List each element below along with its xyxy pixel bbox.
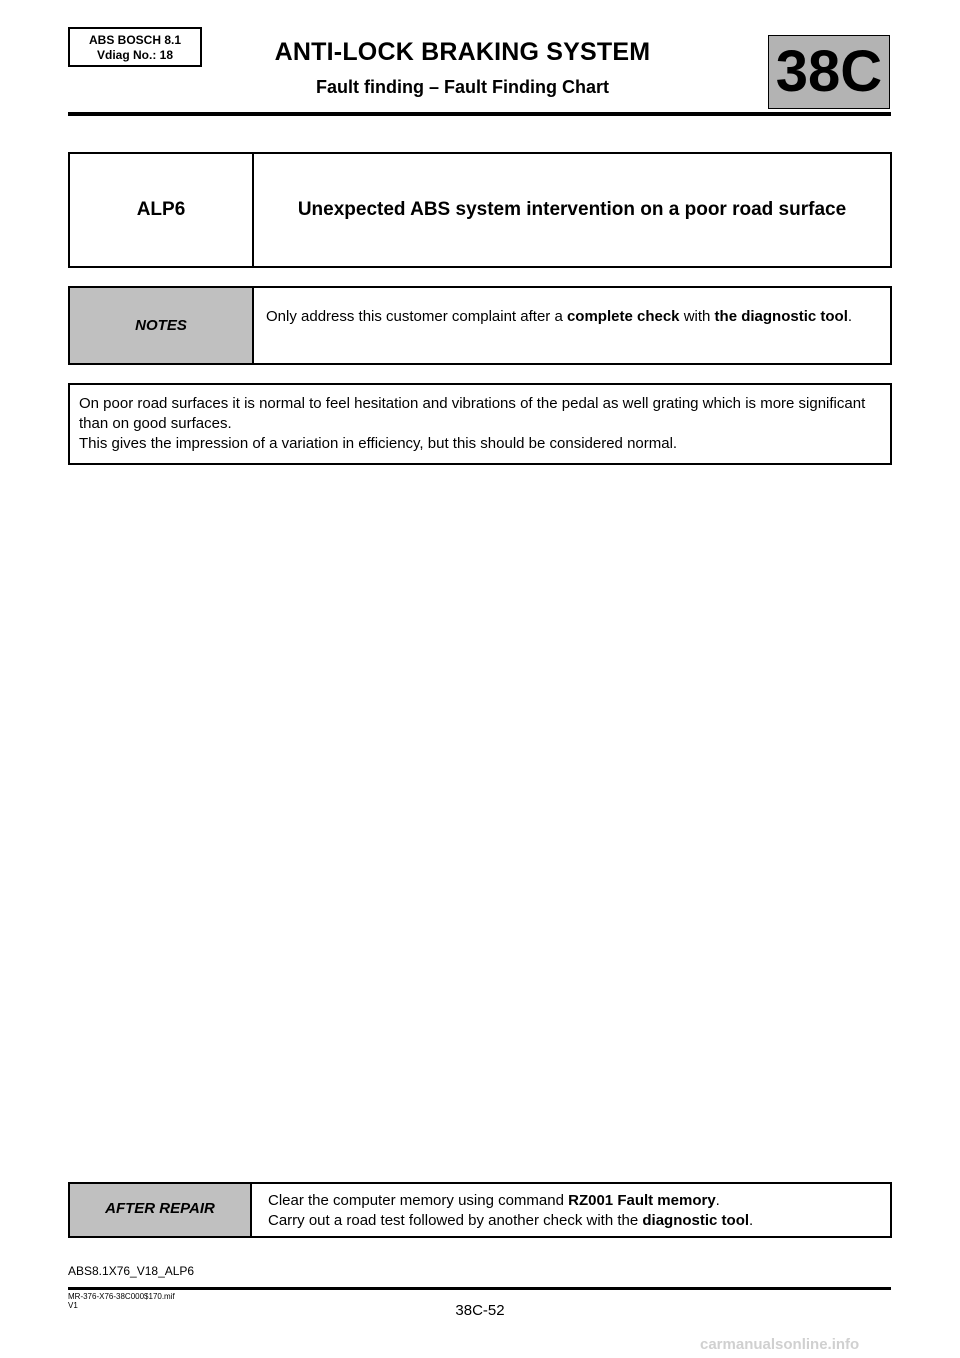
alp-code: ALP6 xyxy=(70,154,254,266)
page-number: 38C-52 xyxy=(455,1302,505,1319)
footer-divider xyxy=(68,1287,891,1290)
page-title: ANTI-LOCK BRAKING SYSTEM xyxy=(274,38,651,66)
alp-description: Unexpected ABS system intervention on a poor road surface xyxy=(297,199,847,220)
vdiag-number: Vdiag No.: 18 xyxy=(96,48,173,62)
notes-text: Only address this customer complaint after a complete check with the diagnostic tool. xyxy=(266,308,853,325)
after-repair-label: AFTER REPAIR xyxy=(70,1184,252,1236)
info-box xyxy=(68,383,892,465)
after-repair-line-2: Carry out a road test followed by another check with the diagnostic tool. xyxy=(268,1212,754,1229)
alp-reference: ABS8.1X76_V18_ALP6 xyxy=(68,1264,195,1278)
alp-title-table xyxy=(68,152,892,268)
notes-table xyxy=(68,286,892,365)
system-version-box xyxy=(68,27,202,67)
document-reference: MR-376-X76-38C000$170.mif V1 xyxy=(68,1292,175,1310)
header-divider xyxy=(68,112,891,116)
after-repair-line-1: Clear the computer memory using command RZ001 Fault memory. xyxy=(268,1192,720,1209)
notes-label: NOTES xyxy=(70,288,254,363)
system-name: ABS BOSCH 8.1 xyxy=(88,33,182,47)
info-paragraph-2: This gives the impression of a variation in efficiency, but this should be considered normal. xyxy=(79,435,678,452)
watermark: carmanualsonline.info xyxy=(700,1336,860,1353)
chapter-badge: 38C xyxy=(768,35,890,109)
after-repair-table xyxy=(68,1182,892,1238)
page-subtitle: Fault finding – Fault Finding Chart xyxy=(316,77,609,97)
info-paragraph-1: On poor road surfaces it is normal to feel hesitation and vibrations of the pedal as well grating which is more significant than on good surfaces. xyxy=(79,395,866,432)
after-repair-text xyxy=(252,1184,890,1236)
